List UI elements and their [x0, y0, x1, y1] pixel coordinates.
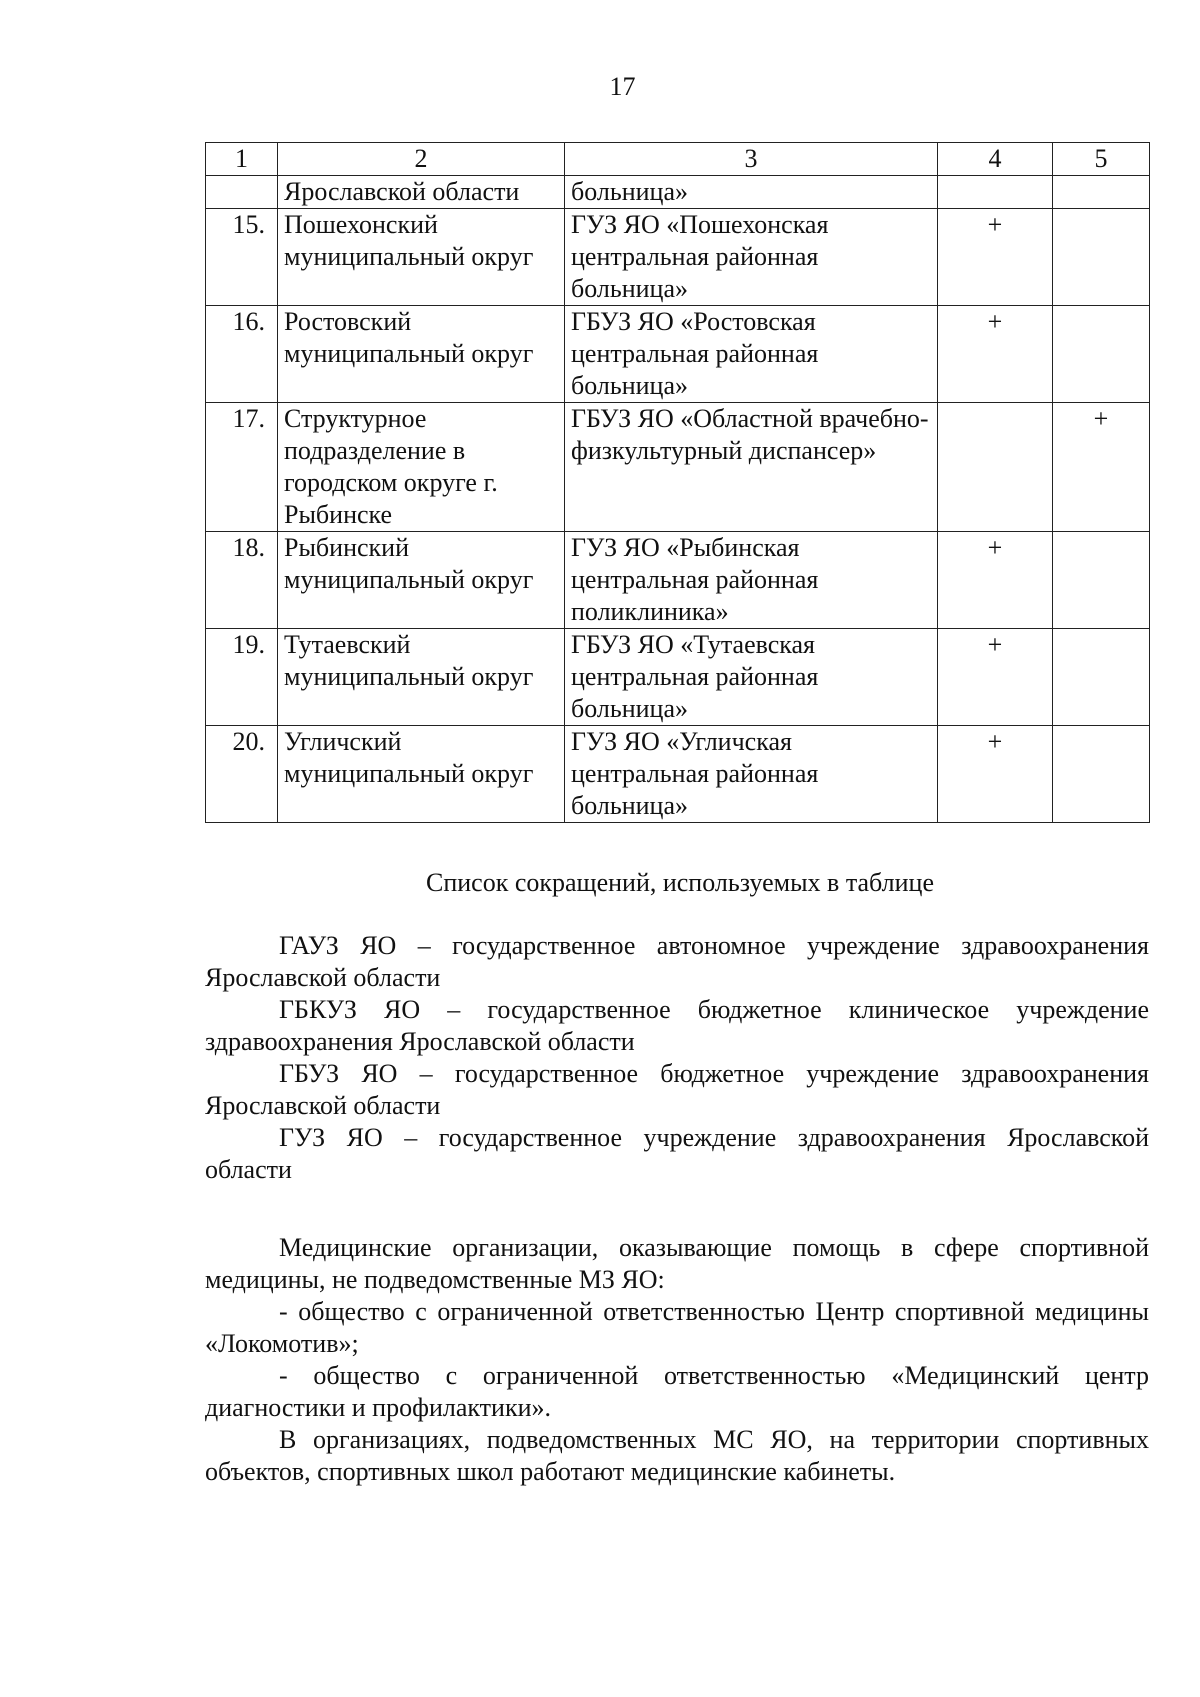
row-number: 20.: [206, 726, 278, 823]
abbreviation-item: ГУЗ ЯО – государственное учреждение здравоохранения Ярославской области: [205, 1123, 1149, 1184]
table-row: [206, 726, 1150, 823]
notes-section: [205, 1232, 1149, 1488]
row-number: 19.: [206, 629, 278, 726]
table-header-row: [206, 143, 1150, 176]
organization-cell: ГБУЗ ЯО «Тутаевская центральная районная больница»: [565, 629, 938, 726]
col4-cell: +: [938, 532, 1053, 629]
col4-cell: [938, 403, 1053, 532]
row-number: 17.: [206, 403, 278, 532]
col5-cell: [1053, 176, 1150, 209]
organization-cell: больница»: [565, 176, 938, 209]
district-cell: Ростовский муниципальный округ: [278, 306, 565, 403]
col5-cell: +: [1053, 403, 1150, 532]
organizations-table: [205, 142, 1150, 823]
col4-cell: +: [938, 629, 1053, 726]
table-row: [206, 532, 1150, 629]
notes-closing: В организациях, подведомственных МС ЯО, на территории спортивных объектов, спортивных школ работают медицинские кабинеты.: [205, 1425, 1149, 1486]
organization-cell: ГУЗ ЯО «Угличская центральная районная больница»: [565, 726, 938, 823]
row-number: 16.: [206, 306, 278, 403]
header-cell-2: 2: [278, 143, 565, 176]
abbreviation-item: ГАУЗ ЯО – государственное автономное учреждение здравоохранения Ярославской области: [205, 931, 1149, 992]
organization-cell: ГБУЗ ЯО «Областной врачебно-физкультурный диспансер»: [565, 403, 938, 532]
notes-intro: Медицинские организации, оказывающие помощь в сфере спортивной медицины, не подведомственные МЗ ЯО:: [205, 1233, 1149, 1294]
notes-item: - общество с ограниченной ответственностью «Медицинский центр диагностики и профилактики».: [205, 1361, 1149, 1422]
row-number: 18.: [206, 532, 278, 629]
table-row: [206, 629, 1150, 726]
col5-cell: [1053, 726, 1150, 823]
abbreviation-item: ГБКУЗ ЯО – государственное бюджетное клиническое учреждение здравоохранения Ярославской области: [205, 995, 1149, 1056]
header-cell-5: 5: [1053, 143, 1150, 176]
district-cell: Угличский муниципальный округ: [278, 726, 565, 823]
row-number: 15.: [206, 209, 278, 306]
notes-item: - общество с ограниченной ответственностью Центр спортивной медицины «Локомотив»;: [205, 1297, 1149, 1358]
col4-cell: +: [938, 726, 1053, 823]
col5-cell: [1053, 306, 1150, 403]
table-row: [206, 403, 1150, 532]
table-row-continuation: [206, 176, 1150, 209]
page-number: 17: [609, 72, 636, 101]
col4-cell: +: [938, 209, 1053, 306]
header-cell-4: 4: [938, 143, 1053, 176]
district-cell: Пошехонский муниципальный округ: [278, 209, 565, 306]
col5-cell: [1053, 209, 1150, 306]
row-number: [206, 176, 278, 209]
table-row: [206, 306, 1150, 403]
abbreviations-title: Список сокращений, используемых в таблице: [426, 868, 934, 897]
organization-cell: ГУЗ ЯО «Пошехонская центральная районная больница»: [565, 209, 938, 306]
district-cell: Ярославской области: [278, 176, 565, 209]
district-cell: Тутаевский муниципальный округ: [278, 629, 565, 726]
organization-cell: ГУЗ ЯО «Рыбинская центральная районная поликлиника»: [565, 532, 938, 629]
col4-cell: [938, 176, 1053, 209]
col5-cell: [1053, 629, 1150, 726]
abbreviation-item: ГБУЗ ЯО – государственное бюджетное учреждение здравоохранения Ярославской области: [205, 1059, 1149, 1120]
district-cell: Рыбинский муниципальный округ: [278, 532, 565, 629]
header-cell-3: 3: [565, 143, 938, 176]
col5-cell: [1053, 532, 1150, 629]
table-row: [206, 209, 1150, 306]
district-cell: Структурное подразделение в городском округе г. Рыбинске: [278, 403, 565, 532]
header-cell-1: 1: [206, 143, 278, 176]
col4-cell: +: [938, 306, 1053, 403]
organization-cell: ГБУЗ ЯО «Ростовская центральная районная больница»: [565, 306, 938, 403]
abbreviations-list: [205, 930, 1149, 1186]
